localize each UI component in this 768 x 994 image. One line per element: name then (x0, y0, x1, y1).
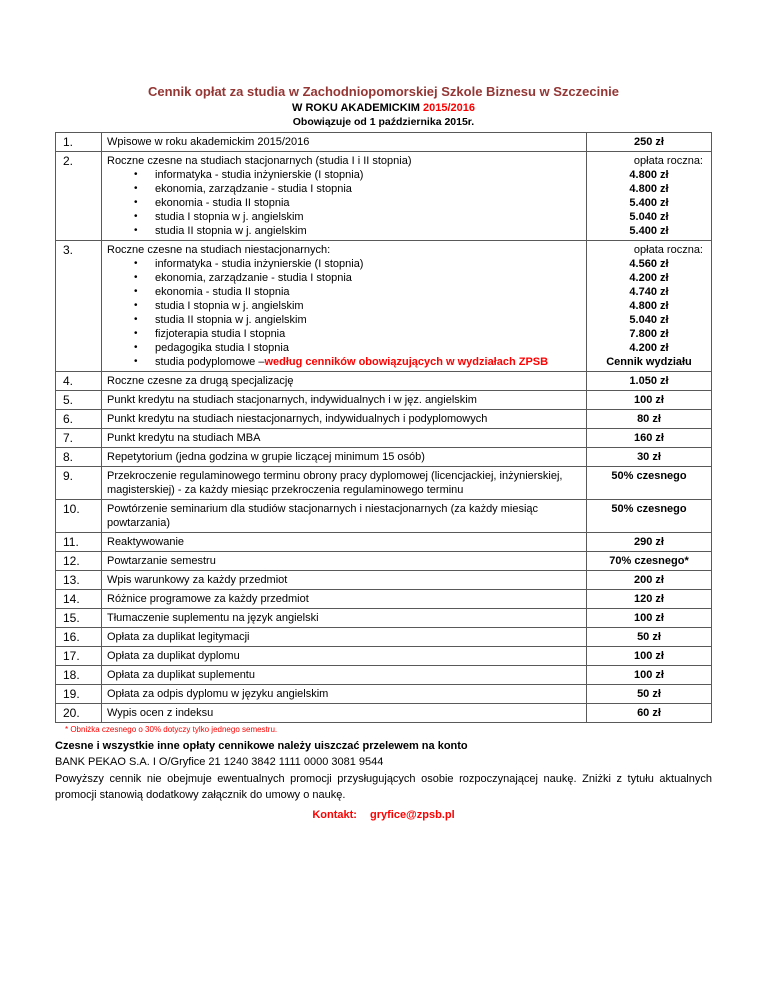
bullet-text: informatyka - studia inżynierskie (I stopnia) (155, 169, 364, 181)
table-row (56, 391, 712, 410)
bullet-text: pedagogika studia I stopnia (155, 342, 289, 354)
document-title: Cennik opłat za studia w Zachodniopomorskiej Szkole Biznesu w Szczecinie (148, 84, 619, 99)
bullet-icon: • (134, 356, 138, 367)
row-price: 50 zł (587, 628, 712, 647)
row-price: 290 zł (587, 533, 712, 552)
row-number: 13. (56, 571, 102, 590)
table-row (56, 609, 712, 628)
row-number: 8. (56, 448, 102, 467)
row-price: 1.050 zł (587, 372, 712, 391)
row-price: 50 zł (587, 685, 712, 704)
row-number: 5. (56, 391, 102, 410)
row-number: 3. (56, 241, 102, 372)
row-number: 9. (56, 467, 102, 500)
row-price: 250 zł (587, 133, 712, 152)
footnote: * Obniżka czesnego o 30% dotyczy tylko jednego semestru. (65, 725, 278, 734)
contact-label: Kontakt: (312, 809, 357, 821)
row-description: Powtarzanie semestru (102, 552, 587, 571)
row-number: 15. (56, 609, 102, 628)
row-description: Wpisowe w roku akademickim 2015/2016 (102, 133, 587, 152)
row-description: Punkt kredytu na studiach niestacjonarnych, indywidualnych i podyplomowych (102, 410, 587, 429)
bullet-item (107, 168, 580, 182)
row-description: Opłata za duplikat dyplomu (102, 647, 587, 666)
table-row (56, 704, 712, 723)
row-description: Opłata za odpis dyplomu w języku angielskim (102, 685, 587, 704)
table-row (56, 552, 712, 571)
bullet-item (107, 182, 580, 196)
row-description: Powtórzenie seminarium dla studiów stacjonarnych i niestacjonarnych (za każdy miesiąc powtarzania) (102, 500, 587, 533)
bullet-item (107, 327, 580, 341)
item-price: 5.400 zł (629, 225, 669, 237)
row-price: 100 zł (587, 647, 712, 666)
table-row (56, 533, 712, 552)
bullet-item (107, 299, 580, 313)
bullet-icon: • (134, 258, 138, 269)
table-row (56, 685, 712, 704)
row-number: 19. (56, 685, 102, 704)
table-row (56, 410, 712, 429)
row-description: Opłata za duplikat suplementu (102, 666, 587, 685)
row-description: Wypis ocen z indeksu (102, 704, 587, 723)
table-row (56, 590, 712, 609)
row-number: 7. (56, 429, 102, 448)
row-description (102, 152, 587, 241)
row-description: Wpis warunkowy za każdy przedmiot (102, 571, 587, 590)
row-description-text: Roczne czesne na studiach stacjonarnych (studia I i II stopnia) (107, 155, 412, 167)
bullet-item (107, 313, 580, 327)
promo-note: Powyższy cennik nie obejmuje ewentualnych promocji przysługujących osobie rozpoczynającej naukę. Zniżki z tytułu aktualnych promocji stanowią dodatkowy załącznik do umowy o naukę. (55, 773, 712, 801)
row-price: 30 zł (587, 448, 712, 467)
row-description-text: Roczne czesne na studiach niestacjonarnych: (107, 244, 331, 256)
bullet-icon: • (134, 314, 138, 325)
bullet-icon: • (134, 342, 138, 353)
row-price: 120 zł (587, 590, 712, 609)
bullet-item (107, 257, 580, 271)
bullet-item (107, 210, 580, 224)
item-price: 7.800 zł (629, 328, 669, 340)
row-price (587, 241, 712, 372)
row-price: 50% czesnego (587, 467, 712, 500)
row-number: 12. (56, 552, 102, 571)
row-description (102, 241, 587, 372)
row-price: 60 zł (587, 704, 712, 723)
row-price: 50% czesnego (587, 500, 712, 533)
item-price: 4.800 zł (629, 183, 669, 195)
table-row (56, 133, 712, 152)
item-price: 4.560 zł (629, 258, 669, 270)
item-price: 4.800 zł (629, 169, 669, 181)
table-row (56, 500, 712, 533)
bullet-text: studia II stopnia w j. angielskim (155, 314, 307, 326)
contact-email[interactable]: gryfice@zpsb.pl (369, 809, 455, 821)
bullet-icon: • (134, 328, 138, 339)
bullet-text: studia I stopnia w j. angielskim (155, 300, 304, 312)
item-price: Cennik wydziału (606, 356, 692, 368)
bullet-item (107, 224, 580, 238)
subtitle-prefix: W ROKU AKADEMICKIM (292, 102, 420, 114)
bullet-text: studia I stopnia w j. angielskim (155, 211, 304, 223)
bullet-text: fizjoterapia studia I stopnia (155, 328, 286, 340)
item-price: 4.200 zł (629, 342, 669, 354)
price-column-label: opłata roczna: (633, 244, 703, 256)
bullet-text: ekonomia - studia II stopnia (155, 286, 290, 298)
row-number: 10. (56, 500, 102, 533)
price-column-label: opłata roczna: (633, 155, 703, 167)
item-price: 5.400 zł (629, 197, 669, 209)
bullet-icon: • (134, 183, 138, 194)
row-description: Tłumaczenie suplementu na język angielski (102, 609, 587, 628)
bullet-icon: • (134, 272, 138, 283)
row-price: 200 zł (587, 571, 712, 590)
row-description: Reaktywowanie (102, 533, 587, 552)
row-number: 14. (56, 590, 102, 609)
item-price: 5.040 zł (629, 211, 669, 223)
subtitle-year: 2015/2016 (422, 102, 475, 114)
bullet-item (107, 196, 580, 210)
row-price: 70% czesnego* (587, 552, 712, 571)
bullet-item (107, 271, 580, 285)
row-description: Repetytorium (jedna godzina w grupie liczącej minimum 15 osób) (102, 448, 587, 467)
row-description: Roczne czesne za drugą specjalizację (102, 372, 587, 391)
row-number: 17. (56, 647, 102, 666)
table-row (56, 241, 712, 372)
bullet-text: ekonomia, zarządzanie - studia I stopnia (155, 272, 352, 284)
table-row (56, 152, 712, 241)
item-price: 4.200 zł (629, 272, 669, 284)
row-description: Różnice programowe za każdy przedmiot (102, 590, 587, 609)
row-number: 16. (56, 628, 102, 647)
row-price: 80 zł (587, 410, 712, 429)
effective-date: Obowiązuje od 1 października 2015r. (292, 116, 475, 128)
row-number: 2. (56, 152, 102, 241)
bullet-item (107, 355, 580, 369)
table-row (56, 666, 712, 685)
row-number: 6. (56, 410, 102, 429)
row-number: 11. (56, 533, 102, 552)
bullet-text: studia II stopnia w j. angielskim (155, 225, 307, 237)
row-price: 100 zł (587, 391, 712, 410)
bullet-icon: • (134, 169, 138, 180)
row-number: 18. (56, 666, 102, 685)
row-description: Opłata za duplikat legitymacji (102, 628, 587, 647)
document-subtitle (55, 102, 712, 114)
item-price: 4.800 zł (629, 300, 669, 312)
row-number: 4. (56, 372, 102, 391)
row-price (587, 152, 712, 241)
bullet-icon: • (134, 286, 138, 297)
table-row (56, 628, 712, 647)
row-description: Punkt kredytu na studiach MBA (102, 429, 587, 448)
table-row (56, 372, 712, 391)
item-price: 4.740 zł (629, 286, 669, 298)
bullet-text: informatyka - studia inżynierskie (I stopnia) (155, 258, 364, 270)
fees-table (55, 132, 712, 723)
contact-line (55, 809, 712, 821)
bullet-icon: • (134, 300, 138, 311)
bullet-text: ekonomia - studia II stopnia (155, 197, 290, 209)
table-row (56, 429, 712, 448)
row-number: 20. (56, 704, 102, 723)
bullet-item (107, 285, 580, 299)
row-description: Punkt kredytu na studiach stacjonarnych, indywidualnych i w jęz. angielskim (102, 391, 587, 410)
bullet-icon: • (134, 225, 138, 236)
row-price: 160 zł (587, 429, 712, 448)
table-row (56, 448, 712, 467)
bullet-icon: • (134, 211, 138, 222)
bullet-text-highlight: według cenników obowiązujących w wydziałach ZPSB (264, 356, 549, 368)
row-price: 100 zł (587, 666, 712, 685)
fees-table-body (56, 133, 712, 723)
bullet-text: ekonomia, zarządzanie - studia I stopnia (155, 183, 352, 195)
item-price: 5.040 zł (629, 314, 669, 326)
row-price: 100 zł (587, 609, 712, 628)
bank-account: BANK PEKAO S.A. I O/Gryfice 21 1240 3842 1111 0000 3081 9544 (55, 756, 384, 768)
bullet-icon: • (134, 197, 138, 208)
payment-instruction: Czesne i wszystkie inne opłaty cennikowe należy uiszczać przelewem na konto (55, 740, 468, 752)
table-row (56, 467, 712, 500)
table-row (56, 647, 712, 666)
bullet-item (107, 341, 580, 355)
table-row (56, 571, 712, 590)
bullet-text: studia podyplomowe – (155, 356, 265, 368)
row-number: 1. (56, 133, 102, 152)
row-description: Przekroczenie regulaminowego terminu obrony pracy dyplomowej (licencjackiej, inżynierskiej, magisterskiej) - za każdy miesiąc przekroczenia regulaminowego terminu (102, 467, 587, 500)
